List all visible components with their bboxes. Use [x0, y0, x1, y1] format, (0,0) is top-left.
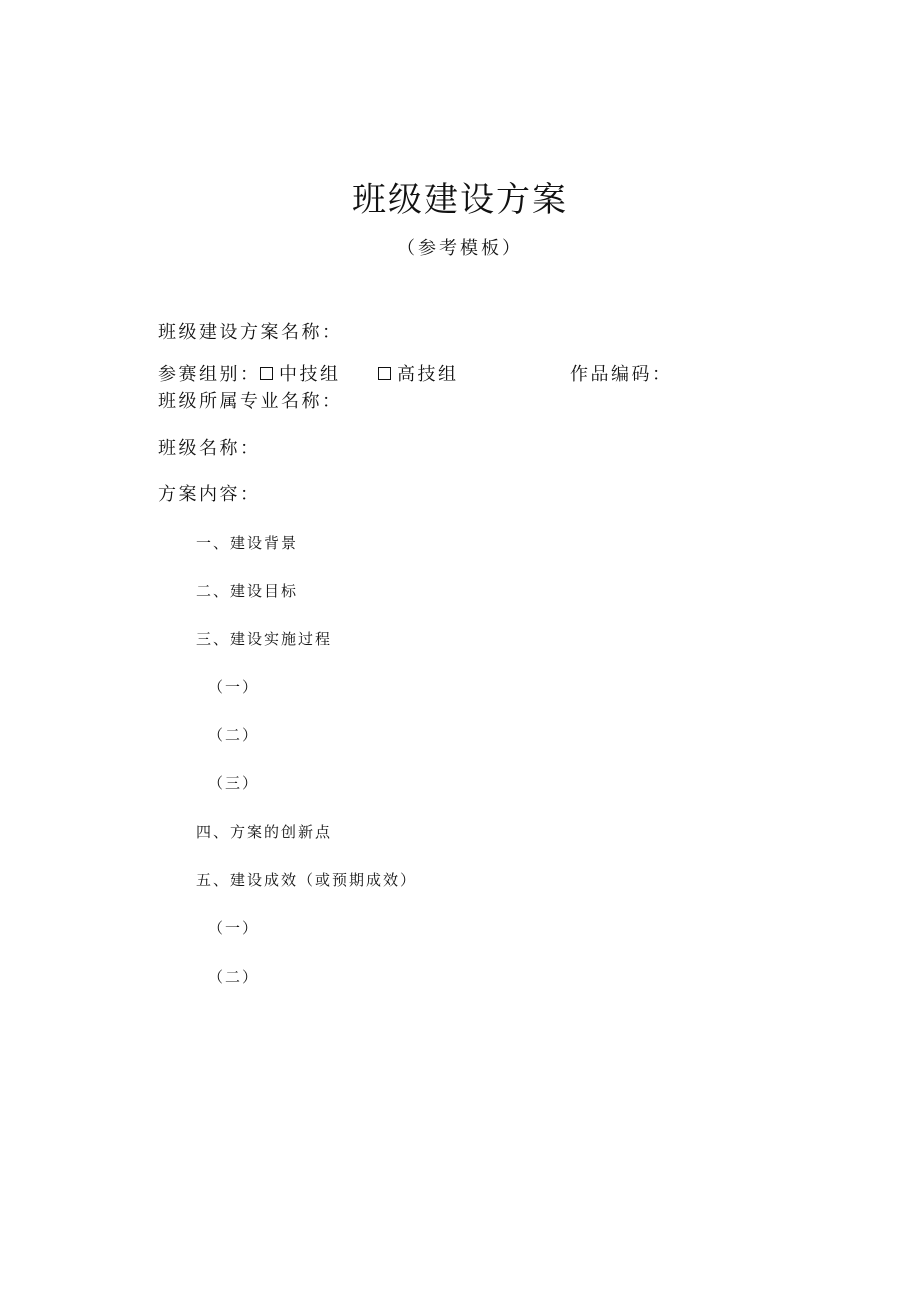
outline-section-background: 一、建设背景 — [196, 534, 299, 552]
major-label: 班级所属专业名称： — [158, 391, 343, 412]
checkbox-icon[interactable] — [378, 367, 391, 380]
document-subtitle: （参考模板） — [397, 238, 523, 259]
work-code-label: 作品编码： — [570, 364, 673, 385]
outline-subsection: （二） — [208, 726, 260, 744]
outline-section-goals: 二、建设目标 — [196, 582, 299, 600]
checkbox-icon[interactable] — [260, 367, 273, 380]
outline-section-results: 五、建设成效（或预期成效） — [196, 871, 418, 889]
group-option-label: 高技组 — [397, 364, 459, 385]
document-title: 班级建设方案 — [352, 180, 568, 220]
group-label: 参赛组别： — [158, 364, 261, 385]
outline-subsection: （一） — [208, 678, 260, 696]
group-option-intermediate[interactable] — [260, 360, 341, 386]
group-option-label: 中技组 — [279, 364, 341, 385]
outline-subsection: （三） — [208, 774, 260, 792]
group-option-advanced[interactable] — [378, 360, 459, 386]
outline-subsection: （二） — [208, 968, 260, 986]
outline-subsection: （一） — [208, 919, 260, 937]
class-name-label: 班级名称： — [158, 438, 261, 459]
plan-name-label: 班级建设方案名称： — [158, 322, 343, 343]
outline-section-innovation: 四、方案的创新点 — [196, 823, 333, 841]
outline-section-process: 三、建设实施过程 — [196, 630, 333, 648]
content-label: 方案内容： — [158, 484, 261, 505]
